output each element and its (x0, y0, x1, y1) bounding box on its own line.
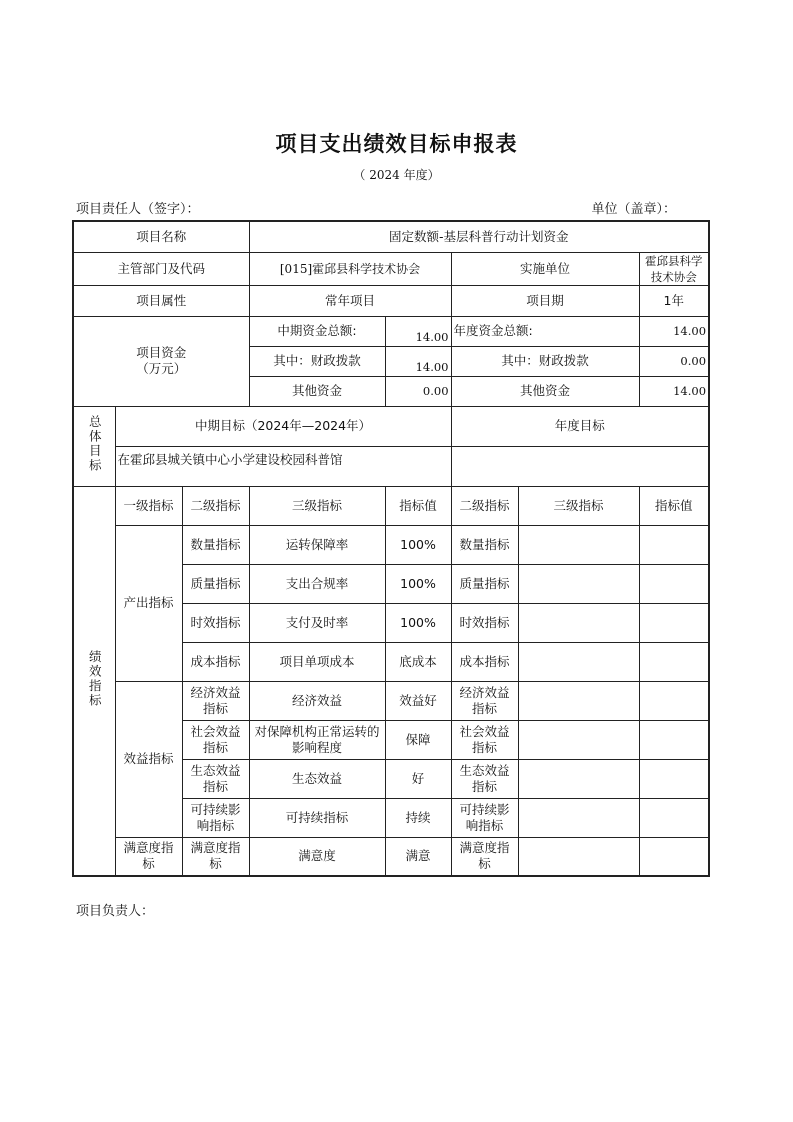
row-l2b: 数量指标 (451, 525, 518, 564)
row-l2b: 成本指标 (451, 642, 518, 681)
row-l3: 满意度 (249, 837, 385, 876)
mid-fiscal-label: 其中：财政拨款 (249, 346, 385, 376)
row-val: 保障 (385, 720, 451, 759)
goals-label (73, 406, 115, 486)
period-label: 项目期 (451, 285, 639, 316)
row-valb (639, 603, 709, 642)
row-l2b: 经济效益指标 (451, 681, 518, 720)
year-total-value: 14.00 (639, 316, 709, 346)
year-fiscal-value: 0.00 (639, 346, 709, 376)
row-valb (639, 564, 709, 603)
row-l2: 可持续影响指标 (182, 798, 249, 837)
table-row (73, 837, 709, 876)
row-l3: 支付及时率 (249, 603, 385, 642)
row-l3b (518, 681, 639, 720)
funds-label-line1: 项目资金 (136, 345, 187, 360)
perf-header-l2b: 二级指标 (451, 486, 518, 525)
row-valb (639, 837, 709, 876)
performance-form-table (72, 220, 710, 877)
funds-label (73, 316, 249, 406)
mid-total-label: 中期资金总额: (249, 316, 385, 346)
perf-header-l3b: 三级指标 (518, 486, 639, 525)
benefit-label: 效益指标 (115, 681, 182, 837)
impl-unit-label: 实施单位 (451, 252, 639, 285)
goals-mid-text: 在霍邱县城关镇中心小学建设校园科普馆 (115, 446, 451, 486)
row-valb (639, 681, 709, 720)
row-l2: 经济效益指标 (182, 681, 249, 720)
row-l3b (518, 720, 639, 759)
row-val: 100% (385, 525, 451, 564)
footer-responsible-label: 项目负责人： (76, 904, 155, 919)
perf-label-text: 绩效指标 (87, 649, 103, 708)
row-l2b: 质量指标 (451, 564, 518, 603)
row-l2: 生态效益指标 (182, 759, 249, 798)
perf-header-l2: 二级指标 (182, 486, 249, 525)
mid-total-value: 14.00 (385, 316, 451, 346)
row-l3: 可持续指标 (249, 798, 385, 837)
row-l3: 对保障机构正常运转的影响程度 (249, 720, 385, 759)
row-l2: 社会效益指标 (182, 720, 249, 759)
project-name-label: 项目名称 (73, 221, 249, 252)
mid-other-value: 0.00 (385, 376, 451, 406)
row-val: 效益好 (385, 681, 451, 720)
row-val: 好 (385, 759, 451, 798)
row-valb (639, 798, 709, 837)
table-row (73, 221, 709, 252)
row-l3: 支出合规率 (249, 564, 385, 603)
perf-header-val: 指标值 (385, 486, 451, 525)
row-l2: 满意度指标 (182, 837, 249, 876)
dept-value: [015]霍邱县科学技术协会 (249, 252, 451, 285)
mid-other-label: 其他资金 (249, 376, 385, 406)
perf-header-l3: 三级指标 (249, 486, 385, 525)
output-label: 产出指标 (115, 525, 182, 681)
row-l3: 生态效益 (249, 759, 385, 798)
table-row (73, 406, 709, 446)
impl-unit-value: 霍邱县科学技术协会 (639, 252, 709, 285)
year-other-value: 14.00 (639, 376, 709, 406)
period-value: 1年 (639, 285, 709, 316)
row-valb (639, 525, 709, 564)
perf-header-l1: 一级指标 (115, 486, 182, 525)
row-valb (639, 720, 709, 759)
row-l2: 质量指标 (182, 564, 249, 603)
mid-fiscal-value: 14.00 (385, 346, 451, 376)
table-row (73, 681, 709, 720)
table-row (73, 486, 709, 525)
year-fiscal-label: 其中：财政拨款 (451, 346, 639, 376)
row-l3b (518, 603, 639, 642)
year-total-label: 年度资金总额: (451, 316, 639, 346)
row-val: 100% (385, 603, 451, 642)
row-l2: 成本指标 (182, 642, 249, 681)
responsible-sign-label: 项目责任人（签字）： (76, 202, 200, 217)
row-l3b (518, 759, 639, 798)
row-l3b (518, 642, 639, 681)
table-row (73, 525, 709, 564)
row-l2b: 生态效益指标 (451, 759, 518, 798)
funds-label-line2: （万元） (136, 361, 187, 376)
table-row (73, 252, 709, 285)
goals-label-text: 总体目标 (87, 415, 103, 473)
attr-label: 项目属性 (73, 285, 249, 316)
row-l2b: 可持续影响指标 (451, 798, 518, 837)
perf-label (73, 486, 115, 876)
row-val: 满意 (385, 837, 451, 876)
page-title: 项目支出绩效目标申报表 (275, 132, 518, 156)
row-l3b (518, 837, 639, 876)
row-l3: 项目单项成本 (249, 642, 385, 681)
row-l2b: 社会效益指标 (451, 720, 518, 759)
attr-value: 常年项目 (249, 285, 451, 316)
perf-header-valb: 指标值 (639, 486, 709, 525)
signature-row (76, 198, 676, 217)
row-l3b (518, 798, 639, 837)
row-val: 100% (385, 564, 451, 603)
row-l3b (518, 564, 639, 603)
row-l3: 运转保障率 (249, 525, 385, 564)
row-l3b (518, 525, 639, 564)
table-row (73, 446, 709, 486)
row-val: 底成本 (385, 642, 451, 681)
row-l3: 经济效益 (249, 681, 385, 720)
row-l2: 数量指标 (182, 525, 249, 564)
row-valb (639, 642, 709, 681)
unit-seal-label: 单位（盖章）： (591, 202, 676, 217)
goals-mid-header: 中期目标（2024年—2024年） (115, 406, 451, 446)
table-row (73, 316, 709, 346)
year-other-label: 其他资金 (451, 376, 639, 406)
table-row (73, 285, 709, 316)
year-line: （ 2024 年度） (353, 168, 440, 182)
satisfaction-label: 满意度指标 (115, 837, 182, 876)
row-l2: 时效指标 (182, 603, 249, 642)
row-l2b: 满意度指标 (451, 837, 518, 876)
project-name-value: 固定数额-基层科普行动计划资金 (249, 221, 709, 252)
row-l2b: 时效指标 (451, 603, 518, 642)
row-valb (639, 759, 709, 798)
dept-label: 主管部门及代码 (73, 252, 249, 285)
goals-year-header: 年度目标 (451, 406, 709, 446)
row-val: 持续 (385, 798, 451, 837)
goals-year-text (451, 446, 709, 486)
